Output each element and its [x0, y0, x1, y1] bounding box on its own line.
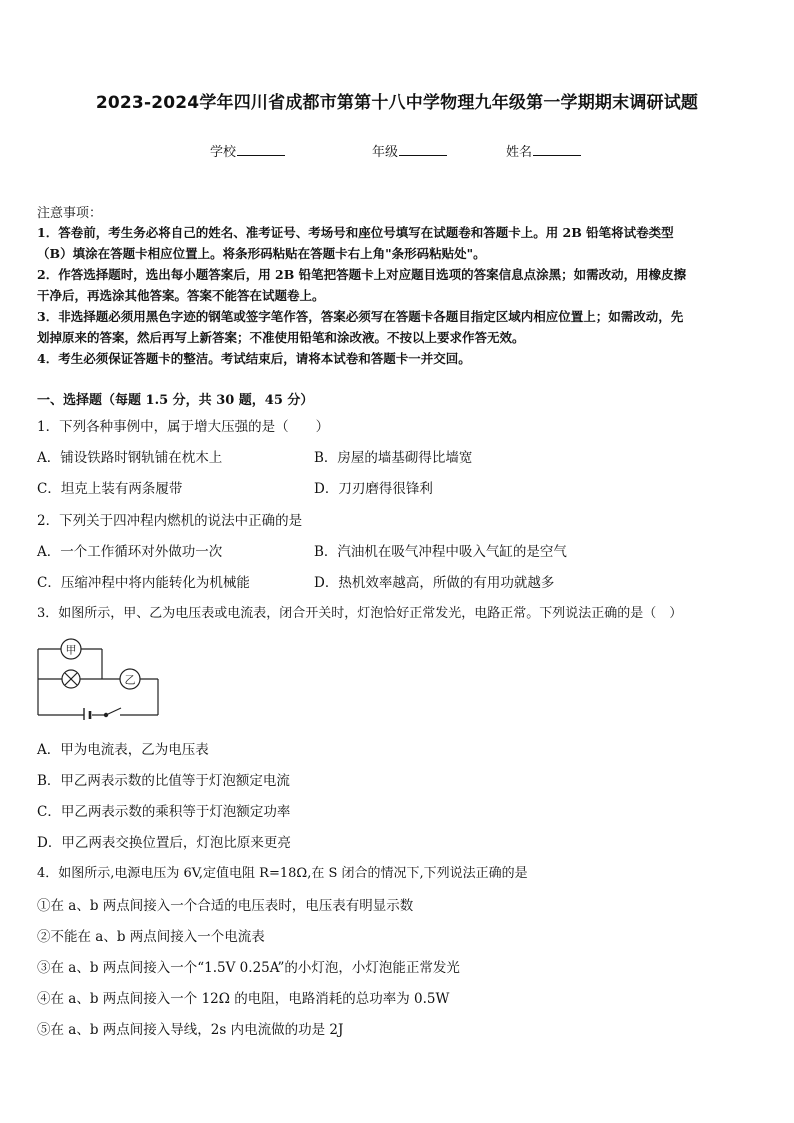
q2-option-d[interactable]: D．热机效率越高，所做的有用功就越多 — [314, 575, 555, 591]
q2-option-b[interactable]: B．汽油机在吸气冲程中吸入气缸的是空气 — [314, 544, 567, 560]
notice-line: 干净后，再选涂其他答案。答案不能答在试题卷上。 — [37, 288, 325, 303]
q1-option-c[interactable]: C．坦克上装有两条履带 — [37, 481, 183, 497]
meter-a-label: 甲 — [65, 643, 77, 657]
school-field[interactable] — [210, 141, 285, 160]
notice-line: （B）填涂在答题卡相应位置上。将条形码粘贴在答题卡右上角"条形码粘贴处"。 — [37, 246, 486, 261]
q4-stem: 4．如图所示,电源电压为 6V,定值电阻 R=18Ω,在 S 闭合的情况下,下列说法正确的是 — [37, 866, 528, 881]
notice-heading: 注意事项： — [37, 206, 103, 221]
notice-line: 1．答卷前，考生务必将自己的姓名、准考证号、考场号和座位号填写在试题卷和答题卡上。用 2B 铅笔将试卷类型 — [37, 225, 674, 240]
q1-option-d[interactable]: D．刀刃磨得很锋利 — [314, 481, 433, 497]
q4-statement-5: ⑤在 a、b 两点间接入导线，2s 内电流做的功是 2J — [37, 1022, 344, 1038]
name-blank[interactable] — [533, 143, 581, 156]
notice-line: 划掉原来的答案，然后再写上新答案；不准使用铅笔和涂改液。不按以上要求作答无效。 — [37, 330, 525, 345]
q3-option-c[interactable]: C．甲乙两表示数的乘积等于灯泡额定功率 — [37, 804, 291, 820]
notice-line: 3．非选择题必须用黑色字迹的钢笔或签字笔作答，答案必须写在答题卡各题目指定区域内相应位置上；如需改动，先 — [37, 309, 684, 324]
q2-stem: 2．下列关于四冲程内燃机的说法中正确的是 — [37, 513, 303, 529]
q1-option-b[interactable]: B．房屋的墙基砌得比墙宽 — [314, 450, 473, 466]
school-blank[interactable] — [237, 143, 285, 156]
q3-option-d[interactable]: D．甲乙两表交换位置后，灯泡比原来更亮 — [37, 835, 291, 851]
section-heading: 一、选择题（每题 1.5 分，共 30 题，45 分） — [37, 393, 314, 408]
switch-blade — [106, 708, 121, 715]
q4-statement-1: ①在 a、b 两点间接入一个合适的电压表时，电压表有明显示数 — [37, 898, 414, 914]
grade-field[interactable] — [372, 141, 447, 160]
q3-stem: 3．如图所示，甲、乙为电压表或电流表，闭合开关时，灯泡恰好正常发光，电路正常。下列说法正确的是（ ） — [37, 606, 683, 621]
q2-option-c[interactable]: C．压缩冲程中将内能转化为机械能 — [37, 575, 250, 591]
grade-label: 年级 — [372, 145, 399, 160]
meter-b-label: 乙 — [124, 673, 136, 687]
grade-blank[interactable] — [399, 143, 447, 156]
page-title: 2023-2024学年四川省成都市第第十八中学物理九年级第一学期期末调研试题 — [95, 93, 699, 113]
q1-option-a[interactable]: A．铺设铁路时钢轨铺在枕木上 — [37, 450, 223, 466]
q1-stem: 1．下列各种事例中，属于增大压强的是（ ） — [37, 419, 330, 435]
q3-circuit-diagram — [34, 634, 164, 720]
school-label: 学校 — [210, 145, 237, 160]
q4-statement-4: ④在 a、b 两点间接入一个 12Ω 的电阻，电路消耗的总功率为 0.5W — [37, 991, 450, 1007]
q2-option-a[interactable]: A．一个工作循环对外做功一次 — [37, 544, 223, 560]
notice-line: 2．作答选择题时，选出每小题答案后，用 2B 铅笔把答题卡上对应题目选项的答案信息点涂黑；如需改动，用橡皮擦 — [37, 267, 687, 282]
q4-statement-3: ③在 a、b 两点间接入一个“1.5V 0.25A”的小灯泡，小灯泡能正常发光 — [37, 960, 460, 976]
q3-option-b[interactable]: B．甲乙两表示数的比值等于灯泡额定电流 — [37, 773, 290, 789]
name-label: 姓名 — [506, 145, 533, 160]
notice-line: 4．考生必须保证答题卡的整洁。考试结束后，请将本试卷和答题卡一并交回。 — [37, 351, 471, 366]
q4-statement-2: ②不能在 a、b 两点间接入一个电流表 — [37, 929, 265, 945]
name-field[interactable] — [506, 141, 581, 160]
q3-option-a[interactable]: A．甲为电流表，乙为电压表 — [37, 742, 209, 758]
